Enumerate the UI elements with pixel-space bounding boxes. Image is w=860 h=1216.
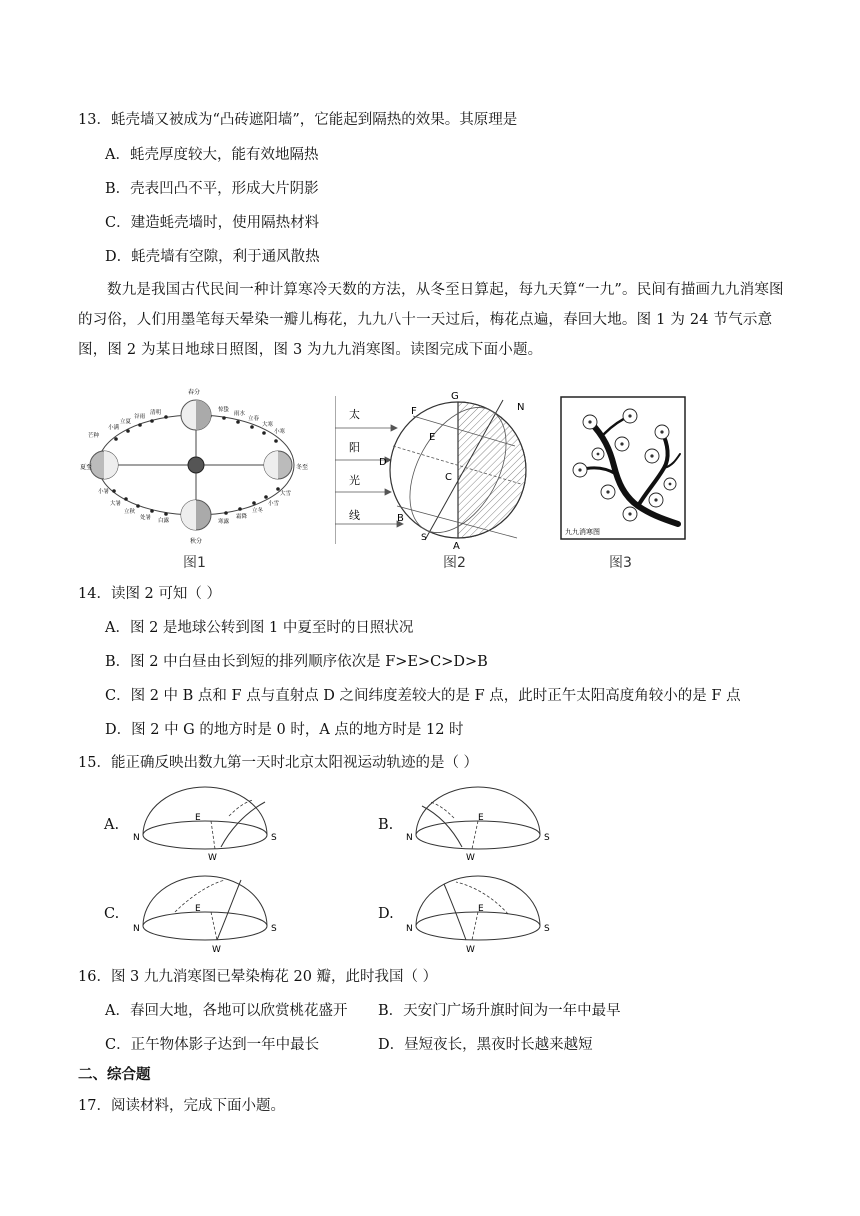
material-paragraph: 数九是我国古代民间一种计算寒冷天数的方法，从冬至日算起，每九天算“一九”。民间有描画九九消寒图的习俗，人们用墨笔每天晕染一瓣儿梅花，九九八十一天过后，梅花点遍，春回大地。图 1 为 24 节气示意图，图 2 为某日地球日照图，图 3 为九九消寒图。读图完成下面小题。 (78, 282, 784, 358)
q15-option-d-label: D. (378, 906, 394, 922)
fig2-point-b: B (397, 513, 404, 524)
fig2-sun-char-4: 线 (349, 509, 360, 522)
fig1-top-term-8: 大寒 (262, 422, 274, 428)
q13-option-a: A．蚝壳厚度较大，能有效地隔热 (105, 147, 319, 163)
q15-d-e: E (478, 904, 484, 914)
fig1-caption: 图1 (183, 555, 206, 571)
fig2-point-f: F (411, 406, 417, 417)
fig1-bottom-term-4: 处暑 (140, 515, 152, 521)
fig3-caption: 图3 (609, 555, 632, 571)
q13-option-d: D．蚝壳墙有空隙，利于通风散热 (105, 249, 320, 265)
fig2-point-s: S (421, 533, 427, 543)
q14-option-b: B．图 2 中白昼由长到短的排列顺序依次是 F>E>C>D>B (105, 654, 488, 670)
q15-b-n: N (406, 833, 413, 843)
q15-a-s: S (271, 833, 277, 843)
fig3-plum-blossom-chart (560, 396, 686, 540)
fig1-label-autumn: 秋分 (189, 538, 203, 545)
q13-stem: 13．蚝壳墙又被成为“凸砖遮阳墙”，它能起到隔热的效果。其原理是 (78, 112, 518, 128)
q15-b-w: W (466, 853, 475, 862)
q16-option-d: D．昼短夜长，黑夜时长越来越短 (378, 1037, 593, 1053)
q16-option-a: A．春回大地，各地可以欣赏桃花盛开 (105, 1003, 348, 1019)
fig1-label-summer: 夏至 (80, 464, 93, 471)
fig1-label-mangzhong: 芒种 (88, 433, 100, 439)
q15-option-c-label: C. (104, 906, 120, 922)
fig3-inner-label: 九九消寒图 (565, 528, 600, 536)
q15-option-c-diagram (125, 868, 285, 954)
q15-a-e: E (195, 813, 201, 823)
q15-d-w: W (466, 945, 475, 954)
q16-option-b: B．天安门广场升旗时间为一年中最早 (378, 1003, 621, 1019)
q15-d-n: N (406, 924, 413, 934)
fig1-solar-terms-diagram (78, 385, 318, 545)
fig1-bottom-term-9: 小雪 (268, 501, 280, 507)
fig1-bottom-term-10: 大雪 (280, 491, 292, 497)
fig1-bottom-term-5: 白露 (158, 518, 170, 524)
q15-b-s: S (544, 833, 550, 843)
q15-c-w: W (212, 945, 221, 954)
q14-option-a: A．图 2 是地球公转到图 1 中夏至时的日照状况 (105, 620, 414, 636)
section-heading: 二、综合题 (78, 1067, 151, 1083)
q15-stem: 15．能正确反映出数九第一天时北京太阳视运动轨迹的是（ ） (78, 755, 479, 771)
fig2-point-g: G (451, 391, 459, 402)
q16-stem: 16．图 3 九九消寒图已晕染梅花 20 瓣，此时我国（ ） (78, 969, 438, 985)
q15-option-a-diagram (125, 780, 285, 862)
q15-c-s: S (271, 924, 277, 934)
q14-option-c: C．图 2 中 B 点和 F 点与直射点 D 之间纬度差较大的是 F 点，此时正午太阳高度角较小的是 F 点 (105, 688, 741, 704)
fig1-top-term-5: 惊蛰 (218, 407, 230, 413)
fig1-bottom-term-3: 立秋 (124, 509, 136, 515)
fig1-label-spring: 春分 (187, 389, 201, 396)
fig2-sun-char-1: 太 (349, 408, 360, 421)
q15-d-s: S (544, 924, 550, 934)
fig1-bottom-term-7: 霜降 (236, 514, 248, 520)
q17-stem: 17．阅读材料，完成下面小题。 (78, 1098, 285, 1114)
fig1-top-term-7: 立春 (248, 416, 260, 422)
q13-option-b: B．壳表凹凸不平，形成大片阴影 (105, 181, 319, 197)
q13-option-c: C．建造蚝壳墙时，使用隔热材料 (105, 215, 320, 231)
q15-option-d-diagram (398, 868, 558, 954)
fig2-earth-illumination-diagram (335, 388, 535, 550)
q15-option-b-diagram (398, 780, 558, 862)
fig1-label-winter: 冬至 (296, 464, 309, 471)
fig2-point-a: A (453, 541, 460, 550)
q15-a-n: N (133, 833, 140, 843)
q15-option-b-label: B. (378, 817, 394, 833)
fig2-point-e: E (429, 432, 436, 443)
fig1-top-term-2: 立夏 (120, 419, 132, 425)
fig2-sun-char-2: 阳 (349, 441, 360, 454)
fig1-bottom-term-2: 大暑 (110, 501, 122, 507)
fig1-top-term-9: 小寒 (274, 429, 286, 435)
fig2-point-c: C (445, 472, 452, 483)
q14-stem: 14．读图 2 可知（ ） (78, 586, 222, 602)
fig2-caption: 图2 (443, 555, 466, 571)
fig2-point-n: N (517, 402, 525, 413)
q15-a-w: W (208, 853, 217, 862)
fig1-top-term-1: 小满 (108, 425, 120, 431)
fig1-bottom-term-8: 立冬 (252, 508, 264, 514)
q15-c-n: N (133, 924, 140, 934)
q16-option-c: C．正午物体影子达到一年中最长 (105, 1037, 320, 1053)
q15-c-e: E (195, 904, 201, 914)
q15-option-a-label: A. (104, 817, 120, 833)
fig1-bottom-term-1: 小暑 (98, 489, 110, 495)
fig1-top-term-3: 谷雨 (134, 414, 146, 420)
fig2-sun-char-3: 光 (349, 474, 360, 487)
q14-option-d: D．图 2 中 G 的地方时是 0 时，A 点的地方时是 12 时 (105, 722, 464, 738)
fig1-bottom-term-6: 寒露 (218, 519, 230, 525)
q15-b-e: E (478, 813, 484, 823)
fig1-top-term-4: 清明 (150, 410, 162, 416)
fig2-point-d: D (379, 457, 387, 468)
fig1-top-term-6: 雨水 (234, 411, 246, 417)
